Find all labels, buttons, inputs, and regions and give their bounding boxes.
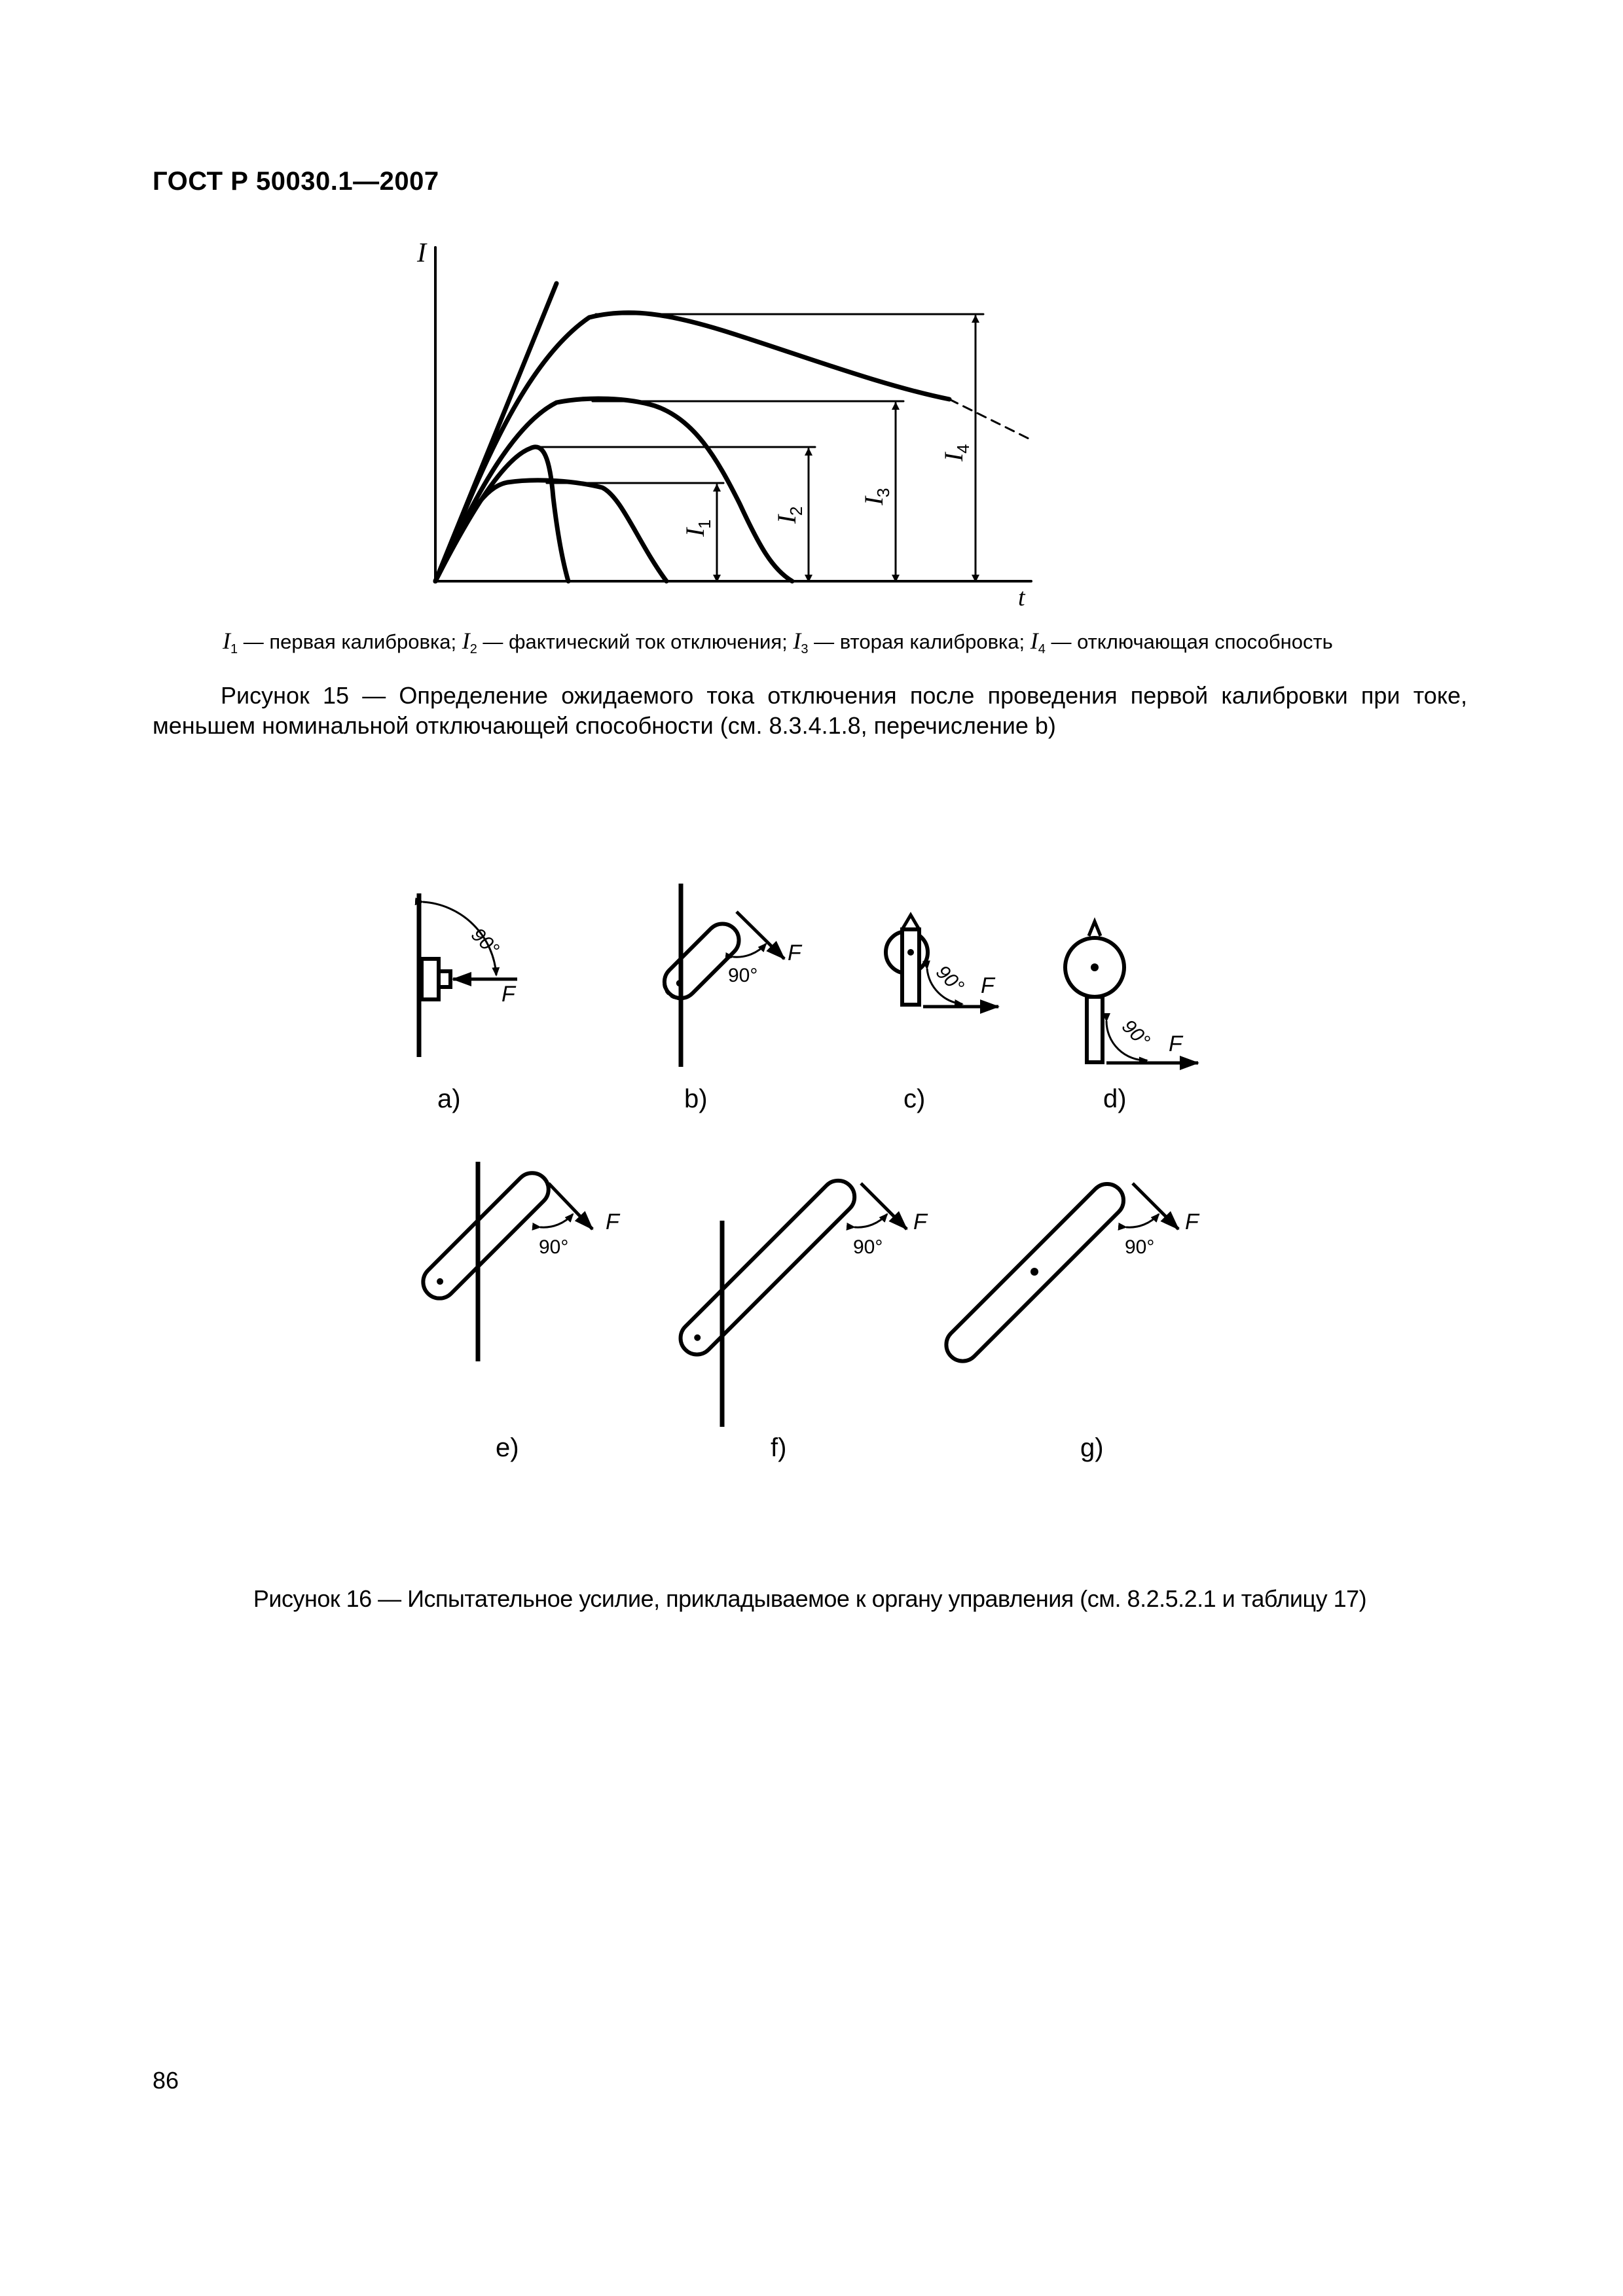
svg-text:F: F: [501, 982, 515, 1007]
panel-label-d: d): [1103, 1085, 1127, 1113]
figure15-caption: Рисунок 15 — Определение ожидаемого тока отключения после проведения первой калибровки при токе, меньшем номинальной отключающей способности (см. 8.3.4.1.8, перечисление b): [153, 682, 1467, 739]
x-axis-label: t: [1018, 584, 1025, 611]
panel-a: [419, 893, 517, 1057]
label-i3: [859, 488, 893, 506]
figure15-graph: [0, 0, 1623, 655]
panel-label-c: c): [903, 1085, 926, 1113]
svg-text:90°: 90°: [467, 924, 503, 961]
label-i1: [680, 520, 714, 537]
svg-text:F: F: [1185, 1210, 1199, 1234]
panel-label-f: f): [771, 1433, 787, 1462]
panel-g: [939, 1177, 1178, 1368]
svg-text:90°: 90°: [1125, 1236, 1155, 1258]
document-header: ГОСТ Р 50030.1—2007: [153, 167, 439, 196]
legend-item-1: $I_1$ — первая калибровка;: [223, 628, 462, 657]
svg-text:90°: 90°: [1118, 1015, 1154, 1052]
label-i2: [772, 507, 806, 524]
panel-e: [416, 1162, 593, 1361]
panel-f: [674, 1174, 907, 1427]
svg-text:F: F: [1169, 1031, 1182, 1056]
panel-label-e: e): [496, 1433, 519, 1462]
y-axis-label: I: [417, 238, 426, 268]
panel-label-g: g): [1080, 1433, 1104, 1462]
svg-text:F: F: [788, 941, 801, 965]
legend-item-2: $I_2$ — фактический ток отключения;: [462, 628, 793, 657]
figure16-diagrams: [0, 851, 1623, 1505]
svg-text:90°: 90°: [728, 965, 758, 986]
svg-text:1: 1: [695, 519, 714, 529]
svg-text:90°: 90°: [932, 961, 968, 998]
curve-i2: [435, 447, 568, 581]
svg-text:90°: 90°: [853, 1236, 883, 1258]
figure16-caption: Рисунок 16 — Испытательное усилие, прикладываемое к органу управления (см. 8.2.5.2.1 и таблицу 17): [253, 1585, 1367, 1612]
svg-text:I: I: [772, 514, 801, 524]
svg-text:F: F: [606, 1210, 619, 1234]
svg-text:I: I: [859, 496, 888, 505]
svg-text:3: 3: [873, 488, 893, 497]
panel-label-a: a): [437, 1085, 461, 1113]
label-i4: [939, 444, 973, 462]
svg-text:90°: 90°: [539, 1236, 569, 1258]
legend-item-3: $I_3$ — вторая калибровка;: [793, 628, 1030, 657]
svg-text:I: I: [939, 452, 968, 461]
panel-label-b: b): [684, 1085, 708, 1113]
legend-item-4: $I_4$ — отключающая способность: [1030, 628, 1333, 657]
panel-b: [657, 884, 784, 1067]
figure15-legend: [223, 627, 1467, 657]
curve-i4-dashed: [949, 399, 1031, 440]
svg-text:F: F: [981, 973, 994, 998]
svg-text:2: 2: [786, 506, 806, 516]
page-number: 86: [153, 2067, 179, 2094]
svg-text:F: F: [913, 1210, 927, 1234]
svg-text:I: I: [680, 528, 710, 537]
svg-text:4: 4: [953, 444, 973, 454]
